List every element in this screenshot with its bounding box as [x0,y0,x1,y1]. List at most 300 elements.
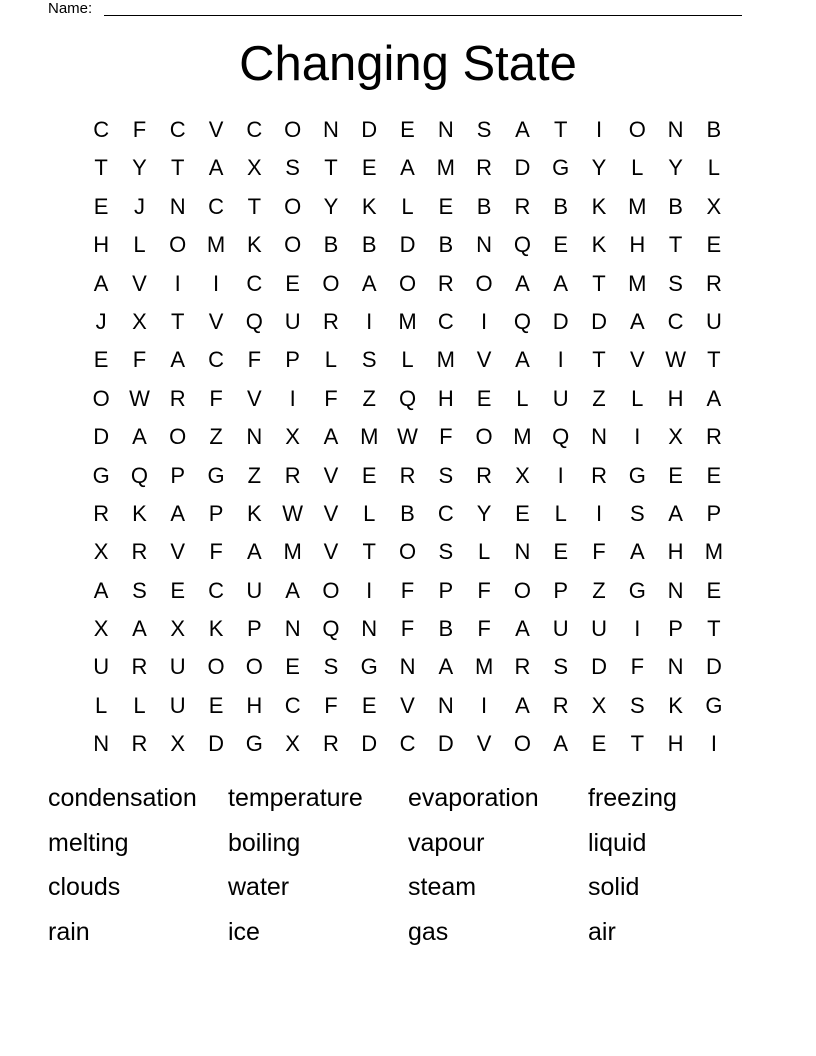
grid-letter: E [285,654,300,680]
grid-letter: V [629,347,645,373]
grid-letter: F [630,654,645,680]
word-bank-item: air [588,917,616,946]
grid-letter: Q [322,616,340,642]
grid-letter: I [595,500,603,526]
grid-letter: A [361,270,377,296]
grid-letter: V [476,731,492,757]
grid-letter: A [515,117,530,142]
grid-letter: R [437,270,454,296]
word-bank-item: steam [408,873,477,901]
grid-letter: R [476,462,493,488]
grid-letter: R [169,385,186,411]
grid-letter: Q [513,232,531,258]
grid-letter: S [438,539,454,565]
grid-letter: Q [398,385,417,411]
grid-letter: P [285,347,300,373]
grid-letter: E [553,539,569,565]
word-bank-item: liquid [588,828,647,857]
grid-letter: B [668,193,683,219]
grid-letter: P [208,500,224,526]
grid-letter: Z [592,385,606,411]
grid-letter: H [629,232,646,258]
grid-letter: X [285,731,300,757]
grid-letter: V [323,500,339,526]
grid-letter: R [591,462,607,488]
grid-letter: Z [362,385,376,411]
grid-letter: D [591,308,607,334]
grid-letter: F [439,424,453,450]
grid-letter: A [170,500,186,526]
grid-letter: J [95,308,107,334]
grid-letter: B [438,232,454,258]
grid-letter: N [437,692,454,718]
grid-letter: I [710,731,717,757]
grid-letter: Y [668,155,683,181]
grid-letter: H [667,385,684,411]
grid-letter: E [361,692,377,718]
grid-letter: B [553,193,569,219]
word-bank-item: boiling [228,828,301,857]
grid-letter: W [129,385,150,411]
grid-letter: X [93,616,109,642]
grid-letter: I [366,577,373,603]
grid-letter: Z [247,462,262,488]
grid-letter: R [705,424,722,450]
grid-letter: M [398,308,417,334]
grid-letter: Y [323,193,339,219]
grid-letter: L [631,385,644,411]
grid-letter: T [668,232,683,258]
word-bank-item: temperature [228,784,363,812]
grid-letter: C [437,308,454,334]
grid-letter: R [399,462,416,488]
grid-letter: N [322,117,339,142]
grid-letter: R [131,731,148,757]
grid-letter: D [93,424,110,450]
grid-letter: R [476,155,493,181]
grid-letter: K [132,500,147,526]
grid-letter: Q [130,462,148,488]
grid-letter: D [399,232,416,258]
grid-letter: S [132,577,147,603]
grid-letter: D [514,155,531,181]
grid-letter: X [93,539,109,565]
grid-letter: A [170,347,186,373]
grid-letter: I [634,616,641,642]
grid-letter: F [400,616,415,642]
grid-letter: L [133,692,146,718]
grid-letter: O [628,117,646,142]
grid-letter: E [515,500,530,526]
grid-letter: E [706,462,722,488]
grid-letter: K [208,616,224,642]
grid-letter: L [516,385,529,411]
grid-letter: M [628,193,647,219]
grid-letter: Q [513,308,531,334]
word-bank-item: melting [48,828,129,857]
grid-letter: A [629,308,645,334]
grid-letter: O [284,117,302,142]
grid-letter: S [668,270,683,296]
grid-letter: S [438,462,454,488]
grid-letter: F [324,692,338,718]
grid-letter: K [591,232,607,258]
word-bank-item: freezing [588,784,677,812]
grid-letter: U [93,654,110,680]
grid-letter: L [324,347,338,373]
grid-letter: A [400,155,415,181]
grid-letter: P [246,616,262,642]
grid-letter: V [208,117,224,142]
grid-letter: T [324,155,338,181]
grid-letter: O [322,270,340,296]
grid-letter: U [169,654,186,680]
grid-letter: O [513,577,531,603]
grid-letter: V [323,462,339,488]
grid-letter: O [284,193,302,219]
grid-letter: D [361,117,378,142]
page-title: Changing State [239,37,577,91]
grid-letter: U [246,577,263,603]
grid-letter: N [169,193,186,219]
grid-letter: A [629,539,645,565]
grid-letter: O [475,424,493,450]
grid-letter: T [707,347,721,373]
grid-letter: U [705,308,722,334]
grid-letter: S [285,155,300,181]
grid-letter: T [171,308,185,334]
grid-letter: R [514,654,531,680]
grid-letter: M [206,232,226,258]
grid-letter: C [437,500,454,526]
grid-letter: N [476,232,493,258]
grid-letter: L [707,155,721,181]
grid-letter: L [133,232,146,258]
grid-letter: N [667,577,684,603]
grid-letter: P [668,616,683,642]
grid-letter: E [400,117,415,142]
grid-letter: B [706,117,722,142]
grid-letter: A [553,731,569,757]
grid-letter: O [92,385,110,411]
grid-letter: E [170,577,186,603]
grid-letter: T [630,731,645,757]
grid-letter: X [668,424,683,450]
grid-letter: Q [245,308,263,334]
grid-letter: F [132,117,147,142]
word-bank-item: evaporation [408,784,539,812]
grid-letter: A [438,654,454,680]
grid-letter: P [553,577,569,603]
grid-letter: I [174,270,181,296]
grid-letter: V [132,270,147,296]
grid-letter: S [361,347,377,373]
grid-letter: R [131,654,148,680]
word-bank-item: rain [48,917,90,946]
grid-letter: W [397,424,418,450]
grid-letter: I [557,347,564,373]
grid-letter: E [668,462,683,488]
grid-letter: A [553,270,569,296]
grid-letter: D [437,731,454,757]
grid-letter: G [245,731,263,757]
grid-letter: U [591,616,607,642]
grid-letter: G [207,462,225,488]
grid-letter: M [474,654,494,680]
grid-letter: X [515,462,530,488]
grid-letter: E [93,347,109,373]
grid-letter: H [667,731,684,757]
grid-letter: N [284,616,301,642]
grid-letter: V [246,385,262,411]
word-bank [48,776,768,954]
grid-letter: M [360,424,379,450]
grid-letter: G [552,155,570,181]
grid-letter: X [170,731,186,757]
grid-letter: D [208,731,224,757]
grid-letter: F [592,539,606,565]
grid-letter: C [169,117,186,142]
grid-letter: R [552,692,569,718]
grid-letter: O [169,424,187,450]
grid-letter: C [208,577,224,603]
grid-letter: L [477,539,491,565]
grid-letter: L [631,155,644,181]
grid-letter: F [400,577,415,603]
grid-letter: A [208,155,224,181]
grid-letter: F [477,616,491,642]
grid-letter: N [514,539,531,565]
grid-letter: R [322,731,339,757]
grid-letter: D [591,654,607,680]
grid-letter: I [289,385,296,411]
grid-letter: S [629,692,645,718]
grid-letter: C [246,270,263,296]
grid-letter: P [170,462,186,488]
grid-letter: N [667,654,684,680]
grid-letter: E [476,385,492,411]
grid-letter: V [170,539,186,565]
grid-letter: C [93,117,110,142]
grid-letter: I [212,270,220,296]
grid-letter: R [284,462,301,488]
grid-letter: F [209,385,223,411]
grid-letter: Y [476,500,492,526]
grid-letter: N [246,424,263,450]
grid-letter: T [171,155,185,181]
grid-letter: O [513,731,531,757]
grid-letter: A [132,616,147,642]
grid-letter: B [438,616,454,642]
grid-letter: C [208,193,224,219]
grid-letter: B [361,232,377,258]
grid-letter: T [94,155,108,181]
grid-letter: E [361,155,377,181]
grid-letter: E [208,692,224,718]
grid-letter: K [361,193,377,219]
grid-letter: G [360,654,378,680]
grid-letter: A [323,424,339,450]
grid-letter: A [706,385,722,411]
grid-letter: T [592,347,606,373]
grid-letter: T [592,270,606,296]
grid-letter: C [208,347,224,373]
grid-letter: T [553,117,568,142]
grid-letter: C [667,308,684,334]
word-bank-item: vapour [408,828,485,857]
grid-letter: X [246,155,262,181]
grid-letter: F [324,385,338,411]
grid-letter: Y [132,155,147,181]
grid-letter: S [476,117,492,142]
word-bank-item: water [228,873,290,901]
grid-letter: A [93,577,109,603]
grid-letter: H [246,692,263,718]
grid-letter: V [476,347,492,373]
grid-letter: E [706,232,722,258]
grid-letter: A [515,270,530,296]
grid-letter: V [400,692,415,718]
grid-letter: N [361,616,378,642]
grid-letter: E [553,232,569,258]
grid-letter: T [247,193,262,219]
grid-letter: K [246,232,262,258]
grid-letter: U [552,616,569,642]
name-label: Name: [48,0,93,17]
grid-letter: A [515,347,530,373]
grid-letter: D [705,654,722,680]
grid-letter: F [477,577,491,603]
grid-letter: I [481,308,488,334]
grid-letter: C [284,692,301,718]
grid-letter: I [634,424,641,450]
grid-letter: S [553,654,569,680]
grid-letter: M [436,347,455,373]
grid-letter: P [438,577,454,603]
grid-letter: B [400,500,415,526]
grid-letter: S [323,654,339,680]
name-field [48,0,742,18]
grid-letter: X [706,193,722,219]
grid-letter: D [552,308,569,334]
grid-letter: D [361,731,378,757]
grid-letter: O [475,270,493,296]
grid-letter: U [284,308,301,334]
grid-letter: R [705,270,722,296]
grid-letter: V [323,539,339,565]
grid-letter: W [282,500,304,526]
grid-letter: G [92,462,110,488]
grid-letter: X [170,616,186,642]
grid-letter: Y [591,155,607,181]
grid-letter: V [208,308,224,334]
word-bank-item: clouds [48,873,121,901]
grid-letter: F [132,347,147,373]
grid-letter: I [366,308,373,334]
grid-letter: M [628,270,647,296]
grid-letter: E [591,731,607,757]
grid-letter: O [245,654,263,680]
grid-letter: A [132,424,147,450]
grid-letter: A [93,270,109,296]
grid-letter: B [476,193,492,219]
grid-letter: K [668,692,683,718]
grid-letter: O [207,654,225,680]
grid-letter: H [667,539,684,565]
name-underline [104,15,742,16]
grid-letter: I [481,692,488,718]
grid-letter: L [95,692,108,718]
grid-letter: S [629,500,645,526]
grid-letter: R [93,500,110,526]
grid-letter: M [436,155,455,181]
grid-letter: H [93,232,110,258]
grid-letter: Z [209,424,223,450]
grid-letter: M [704,539,724,565]
grid-letter: F [247,347,262,373]
grid-letter: A [515,692,530,718]
grid-letter: N [591,424,607,450]
grid-letter: Z [592,577,606,603]
grid-letter: C [246,117,263,142]
grid-letter: O [398,539,417,565]
grid-letter: R [514,193,531,219]
grid-letter: C [399,731,416,757]
grid-letter: U [552,385,569,411]
grid-letter: M [283,539,302,565]
grid-letter: B [323,232,339,258]
grid-letter: H [437,385,454,411]
grid-letter: I [595,117,603,142]
grid-letter: E [285,270,300,296]
word-bank-item: ice [228,917,260,946]
grid-letter: F [209,539,223,565]
grid-letter: N [93,731,110,757]
grid-letter: L [401,347,414,373]
grid-letter: K [591,193,607,219]
grid-letter: R [322,308,339,334]
grid-letter: N [437,117,454,142]
grid-letter: O [169,232,187,258]
grid-letter: E [438,193,454,219]
grid-letter: K [246,500,262,526]
grid-letter: A [246,539,262,565]
word-bank-item: gas [408,917,449,946]
grid-letter: L [363,500,376,526]
grid-letter: R [131,539,148,565]
grid-letter: T [362,539,376,565]
grid-letter: X [591,692,607,718]
grid-letter: W [665,347,686,373]
grid-letter: P [706,500,722,526]
grid-letter: A [515,616,530,642]
grid-letter: G [628,462,646,488]
grid-letter: O [398,270,417,296]
grid-letter: U [169,692,186,718]
letter-grid [82,111,734,764]
grid-letter: G [705,692,723,718]
grid-letter: I [557,462,564,488]
grid-letter: O [284,232,302,258]
grid-letter: E [706,577,722,603]
grid-letter: N [667,117,684,142]
grid-letter: M [513,424,532,450]
grid-letter: L [554,500,567,526]
grid-letter: E [361,462,377,488]
grid-letter: X [132,308,147,334]
grid-letter: A [285,577,300,603]
word-bank-item: condensation [48,784,197,812]
